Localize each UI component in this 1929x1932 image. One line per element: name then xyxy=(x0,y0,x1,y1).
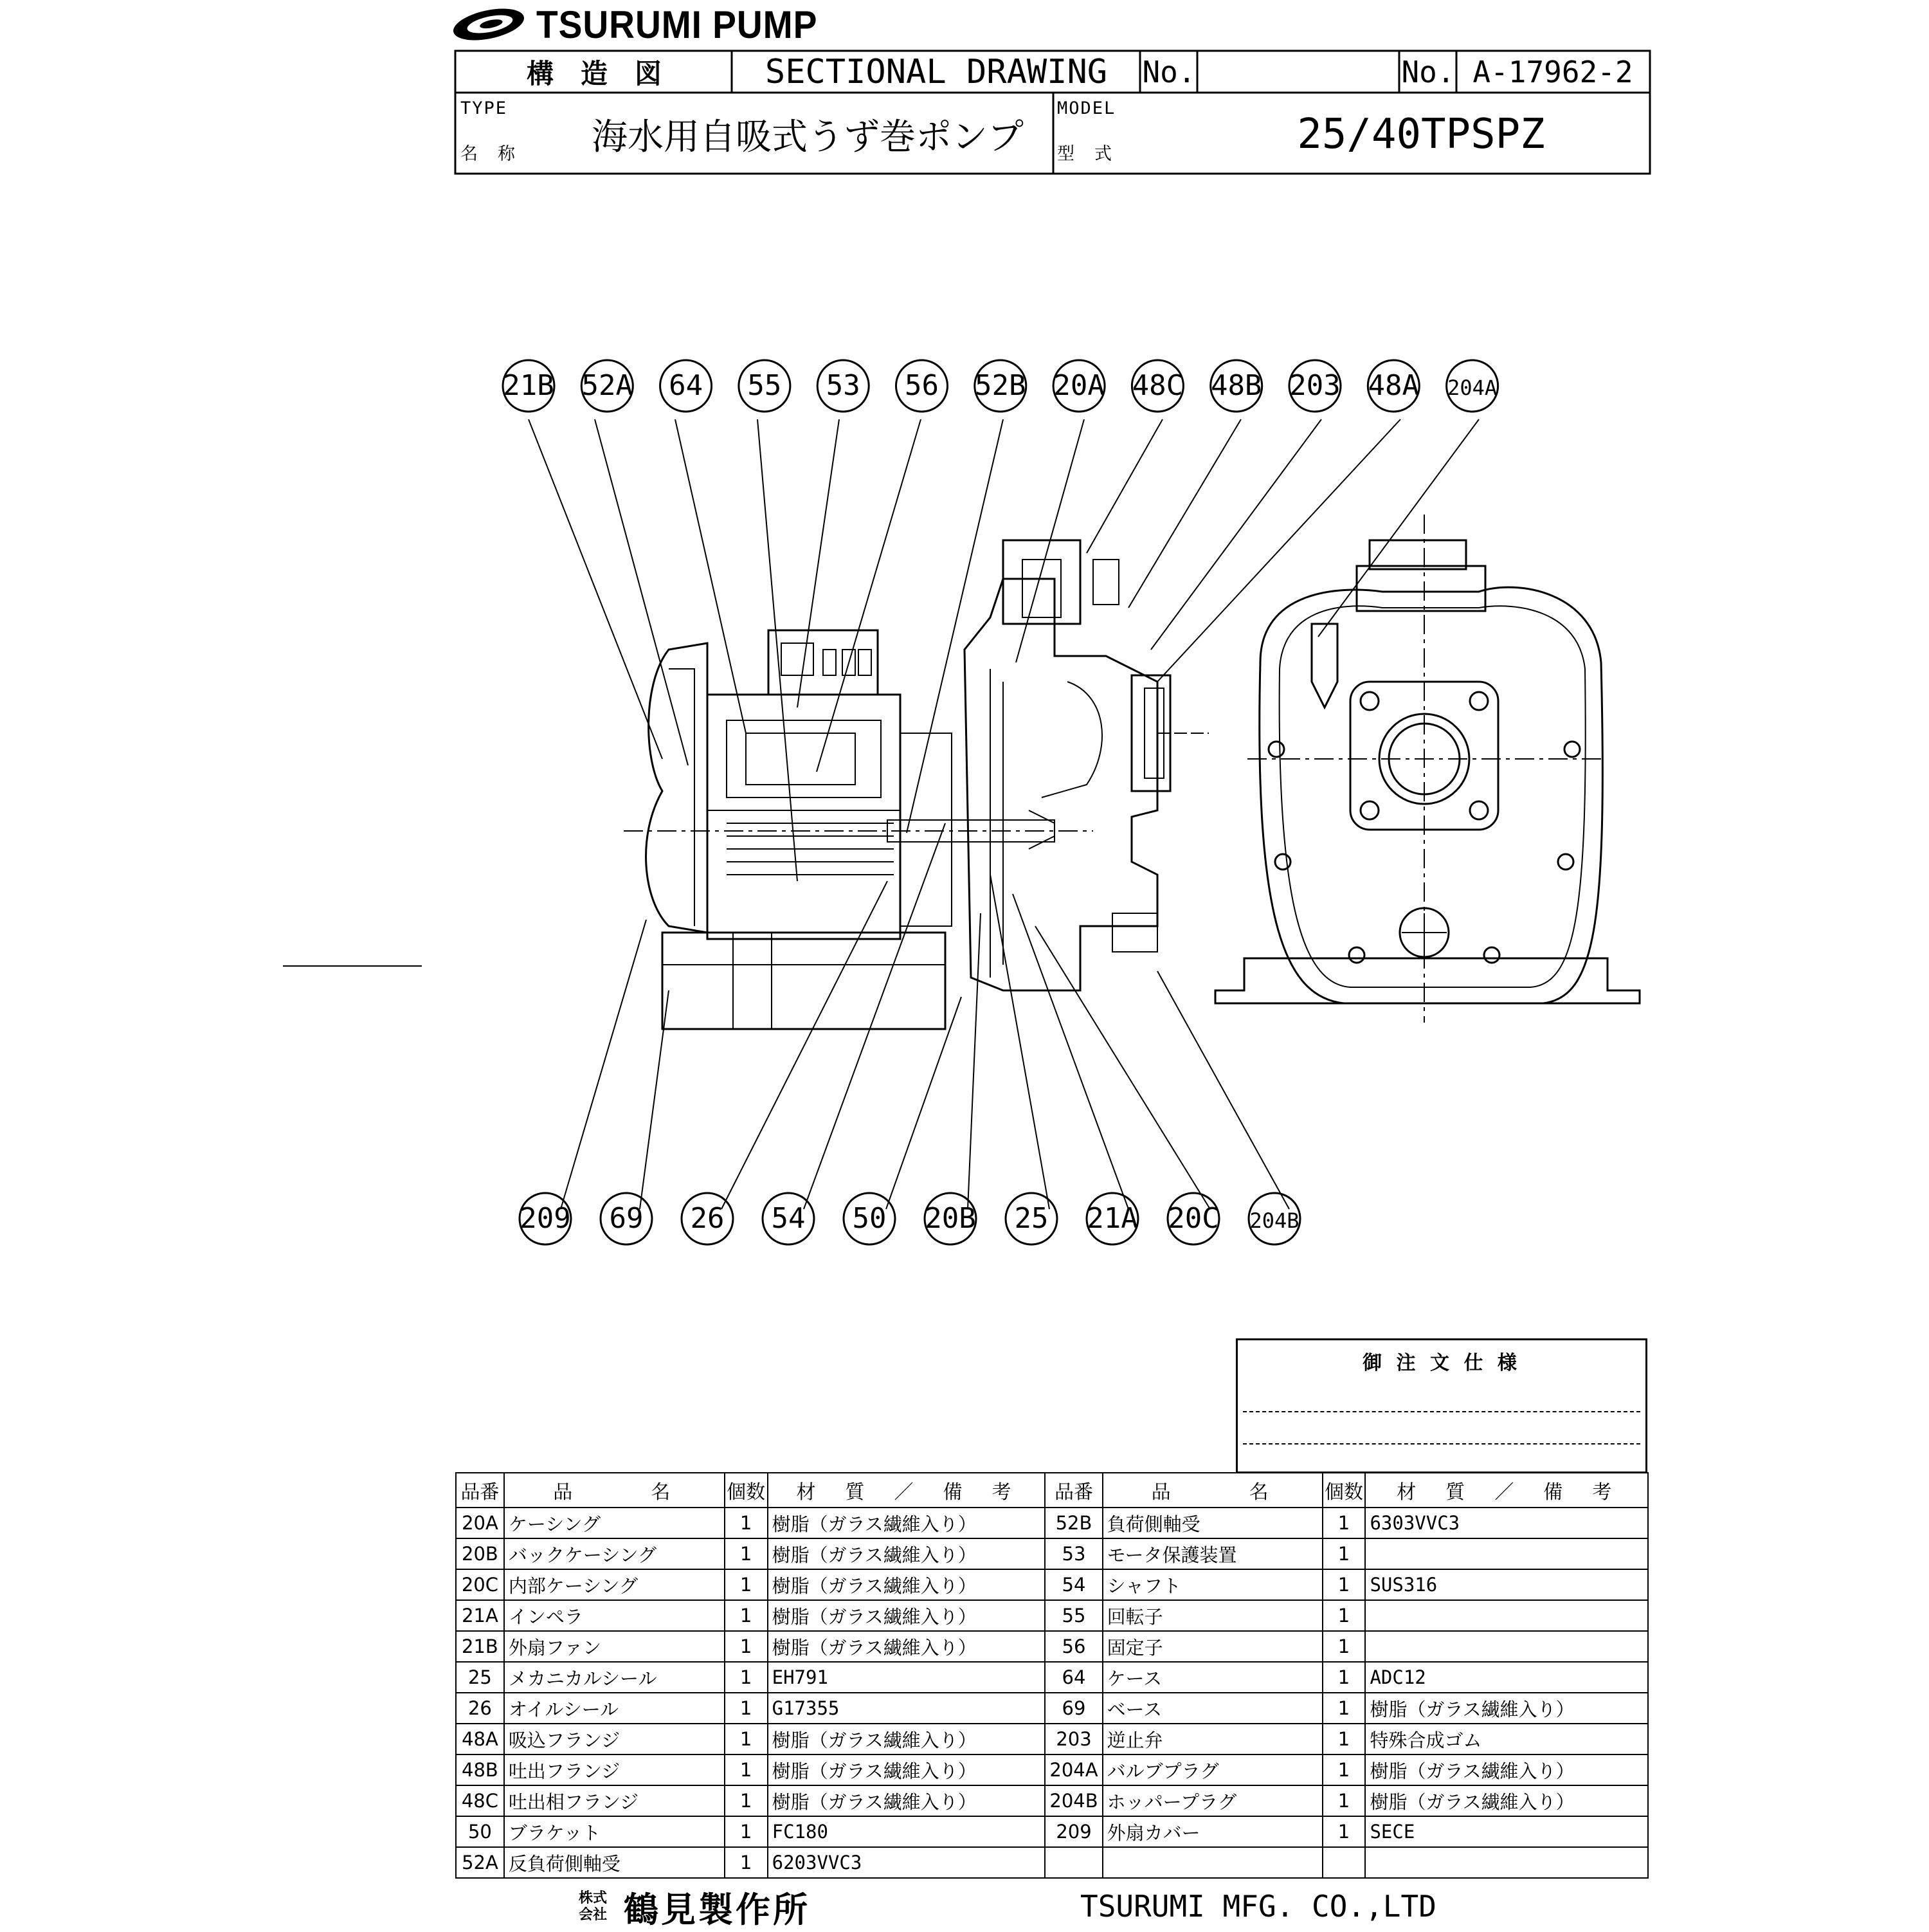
front-view xyxy=(1215,515,1640,1023)
no-label-1: No. xyxy=(1142,55,1196,89)
header-material-left: 材 質 ／ 備 考 xyxy=(768,1473,1046,1508)
part-no: 50 xyxy=(456,1816,504,1847)
part-name: 吐出相フランジ xyxy=(504,1785,725,1816)
part-qty: 1 xyxy=(725,1569,768,1600)
part-material: FC180 xyxy=(768,1816,1046,1847)
callout-label: 20C xyxy=(1168,1202,1219,1235)
part-name: 固定子 xyxy=(1103,1631,1323,1662)
callout-label: 52B xyxy=(975,369,1026,402)
part-name: インペラ xyxy=(504,1600,725,1631)
parts-table-row xyxy=(456,1600,1648,1631)
part-qty: 1 xyxy=(725,1847,768,1878)
part-qty: 1 xyxy=(725,1662,768,1693)
part-material: 6203VVC3 xyxy=(768,1847,1046,1878)
part-no: 204B xyxy=(1045,1785,1102,1816)
parts-table-row xyxy=(456,1847,1648,1878)
part-material: 樹脂（ガラス繊維入り） xyxy=(1365,1785,1648,1816)
part-name: ケーシング xyxy=(504,1508,725,1538)
callouts-top xyxy=(503,360,1498,412)
parts-table-row xyxy=(456,1816,1648,1847)
part-qty: 1 xyxy=(725,1693,768,1724)
part-name: 逆止弁 xyxy=(1103,1724,1323,1754)
callout-label: 56 xyxy=(905,369,939,402)
part-qty: 1 xyxy=(1323,1631,1366,1662)
callout-label: 203 xyxy=(1289,369,1341,402)
part-qty: 1 xyxy=(1323,1724,1366,1754)
header-qty-left: 個数 xyxy=(725,1473,768,1508)
part-qty: 1 xyxy=(725,1816,768,1847)
part-qty xyxy=(1323,1847,1366,1878)
part-no: 52A xyxy=(456,1847,504,1878)
callout-label: 204A xyxy=(1447,376,1498,400)
part-name: 回転子 xyxy=(1103,1600,1323,1631)
parts-table-row xyxy=(456,1724,1648,1754)
parts-table-row xyxy=(456,1569,1648,1600)
header-name-right: 品 名 xyxy=(1103,1473,1323,1508)
header-no-right: 品番 xyxy=(1045,1473,1102,1508)
header-name-left: 品 名 xyxy=(504,1473,725,1508)
part-no xyxy=(1045,1847,1102,1878)
part-qty: 1 xyxy=(725,1538,768,1569)
part-material: 樹脂（ガラス繊維入り） xyxy=(768,1569,1046,1600)
brand-name: TSURUMI PUMP xyxy=(536,3,818,46)
part-material xyxy=(1365,1847,1648,1878)
callout-label: 55 xyxy=(747,369,782,402)
parts-table-row xyxy=(456,1693,1648,1724)
callout-label: 53 xyxy=(826,369,860,402)
callout-label: 20A xyxy=(1053,369,1105,402)
part-material xyxy=(1365,1600,1648,1631)
order-spec-line-1 xyxy=(1243,1411,1640,1412)
drawing-label-jp: 構 造 図 xyxy=(526,58,662,89)
part-qty: 1 xyxy=(1323,1600,1366,1631)
part-no: 48C xyxy=(456,1785,504,1816)
company-en-name: TSURUMI MFG. CO.,LTD xyxy=(1080,1889,1436,1924)
part-qty: 1 xyxy=(1323,1538,1366,1569)
parts-table-row xyxy=(456,1631,1648,1662)
part-material: 特殊合成ゴム xyxy=(1365,1724,1648,1754)
parts-table-row xyxy=(456,1662,1648,1693)
part-no: 69 xyxy=(1045,1693,1102,1724)
part-name: 負荷側軸受 xyxy=(1103,1508,1323,1538)
callout-label: 20B xyxy=(925,1202,976,1235)
part-qty: 1 xyxy=(1323,1754,1366,1785)
part-material: 樹脂（ガラス繊維入り） xyxy=(768,1538,1046,1569)
drawing-label-en: SECTIONAL DRAWING xyxy=(765,53,1108,91)
part-material: 樹脂（ガラス繊維入り） xyxy=(768,1631,1046,1662)
header-qty-right: 個数 xyxy=(1323,1473,1366,1508)
callout-label: 50 xyxy=(852,1202,887,1235)
part-material: 樹脂（ガラス繊維入り） xyxy=(768,1754,1046,1785)
part-qty: 1 xyxy=(725,1724,768,1754)
part-name xyxy=(1103,1847,1323,1878)
part-no: 26 xyxy=(456,1693,504,1724)
part-no: 48B xyxy=(456,1754,504,1785)
part-no: 56 xyxy=(1045,1631,1102,1662)
header-material-right: 材 質 ／ 備 考 xyxy=(1365,1473,1648,1508)
callout-label: 21A xyxy=(1087,1202,1138,1235)
callout-label: 64 xyxy=(669,369,703,402)
part-qty: 1 xyxy=(1323,1569,1366,1600)
part-material: SECE xyxy=(1365,1816,1648,1847)
callout-label: 21B xyxy=(503,369,554,402)
sectional-drawing xyxy=(0,347,1929,1261)
company-jp-prefix: 株式会社 xyxy=(579,1890,608,1923)
part-name: オイルシール xyxy=(504,1693,725,1724)
part-name: バックケーシング xyxy=(504,1538,725,1569)
part-material: 樹脂（ガラス繊維入り） xyxy=(1365,1693,1648,1724)
part-name: シャフト xyxy=(1103,1569,1323,1600)
part-qty: 1 xyxy=(725,1631,768,1662)
part-qty: 1 xyxy=(1323,1508,1366,1538)
part-no: 54 xyxy=(1045,1569,1102,1600)
part-name: ホッパープラグ xyxy=(1103,1785,1323,1816)
model-value: 25/40TPSPZ xyxy=(1297,111,1545,158)
part-no: 64 xyxy=(1045,1662,1102,1693)
callout-label: 26 xyxy=(690,1202,725,1235)
part-name: ベース xyxy=(1103,1693,1323,1724)
part-name: モータ保護装置 xyxy=(1103,1538,1323,1569)
type-label-jp: 名 称 xyxy=(460,143,516,164)
parts-table-row xyxy=(456,1538,1648,1569)
order-spec-box xyxy=(1236,1338,1647,1473)
company-jp-block xyxy=(579,1886,810,1928)
callout-label: 48C xyxy=(1132,369,1184,402)
callout-label: 52A xyxy=(581,369,633,402)
model-label-en: MODEL xyxy=(1057,98,1116,118)
part-no: 204A xyxy=(1045,1754,1102,1785)
callout-label: 204B xyxy=(1249,1208,1300,1233)
parts-table-row xyxy=(456,1508,1648,1538)
model-label-jp: 型 式 xyxy=(1057,143,1113,164)
part-no: 209 xyxy=(1045,1816,1102,1847)
no-label-2: No. xyxy=(1401,55,1455,89)
callout-label: 25 xyxy=(1014,1202,1049,1235)
parts-table-body xyxy=(456,1508,1648,1878)
part-name: 外扇ファン xyxy=(504,1631,725,1662)
part-material: 樹脂（ガラス繊維入り） xyxy=(1365,1754,1648,1785)
order-spec-line-2 xyxy=(1243,1443,1640,1444)
part-material: G17355 xyxy=(768,1693,1046,1724)
part-no: 55 xyxy=(1045,1600,1102,1631)
part-qty: 1 xyxy=(725,1600,768,1631)
type-value: 海水用自吸式うず巻ポンプ xyxy=(592,116,1024,158)
callout-label: 54 xyxy=(771,1202,806,1235)
part-name: 反負荷側軸受 xyxy=(504,1847,725,1878)
parts-table-row xyxy=(456,1785,1648,1816)
order-spec-title: 御 注 文 仕 様 xyxy=(1363,1352,1521,1374)
part-no: 48A xyxy=(456,1724,504,1754)
part-name: ブラケット xyxy=(504,1816,725,1847)
part-qty: 1 xyxy=(725,1508,768,1538)
part-material xyxy=(1365,1631,1648,1662)
callout-label: 69 xyxy=(609,1202,644,1235)
part-name: 外扇カバー xyxy=(1103,1816,1323,1847)
part-no: 25 xyxy=(456,1662,504,1693)
part-name: 吸込フランジ xyxy=(504,1724,725,1754)
part-qty: 1 xyxy=(725,1785,768,1816)
part-material: SUS316 xyxy=(1365,1569,1648,1600)
part-material: ADC12 xyxy=(1365,1662,1648,1693)
part-no: 53 xyxy=(1045,1538,1102,1569)
part-material: 樹脂（ガラス繊維入り） xyxy=(768,1785,1046,1816)
callout-label: 48A xyxy=(1368,369,1420,402)
part-material: EH791 xyxy=(768,1662,1046,1693)
part-qty: 1 xyxy=(725,1754,768,1785)
part-name: バルブプラグ xyxy=(1103,1754,1323,1785)
type-label-en: TYPE xyxy=(460,98,508,118)
parts-table-header-row xyxy=(456,1473,1648,1508)
company-jp-name: 鶴見製作所 xyxy=(624,1888,810,1930)
part-name: 吐出フランジ xyxy=(504,1754,725,1785)
part-name: メカニカルシール xyxy=(504,1662,725,1693)
part-qty: 1 xyxy=(1323,1785,1366,1816)
callout-label: 48B xyxy=(1210,369,1262,402)
part-qty: 1 xyxy=(1323,1816,1366,1847)
header-no-left: 品番 xyxy=(456,1473,504,1508)
part-material: 樹脂（ガラス繊維入り） xyxy=(768,1600,1046,1631)
callout-label: 209 xyxy=(520,1202,571,1235)
part-material: 6303VVC3 xyxy=(1365,1508,1648,1538)
part-material: 樹脂（ガラス繊維入り） xyxy=(768,1508,1046,1538)
part-name: 内部ケーシング xyxy=(504,1569,725,1600)
drawing-number: A-17962-2 xyxy=(1472,55,1633,89)
part-no: 203 xyxy=(1045,1724,1102,1754)
part-qty: 1 xyxy=(1323,1693,1366,1724)
callouts-bottom xyxy=(520,1193,1300,1244)
part-no: 20A xyxy=(456,1508,504,1538)
part-no: 52B xyxy=(1045,1508,1102,1538)
part-name: ケース xyxy=(1103,1662,1323,1693)
part-qty: 1 xyxy=(1323,1662,1366,1693)
parts-table xyxy=(455,1472,1649,1879)
part-no: 21A xyxy=(456,1600,504,1631)
part-material xyxy=(1365,1538,1648,1569)
part-no: 20C xyxy=(456,1569,504,1600)
part-no: 20B xyxy=(456,1538,504,1569)
part-material: 樹脂（ガラス繊維入り） xyxy=(768,1724,1046,1754)
parts-table-row xyxy=(456,1754,1648,1785)
part-no: 21B xyxy=(456,1631,504,1662)
no-value-1 xyxy=(1199,53,1398,91)
